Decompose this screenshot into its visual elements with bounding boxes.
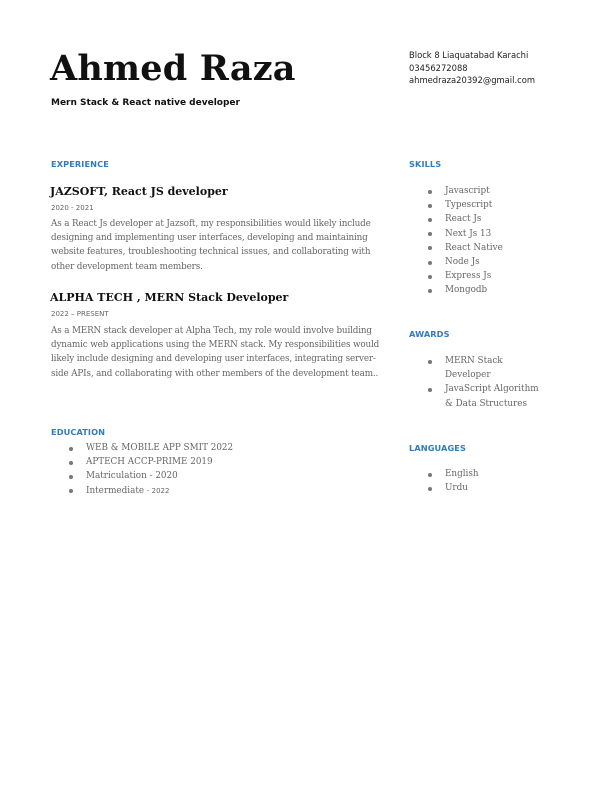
skill-item: Javascript — [409, 184, 549, 198]
job-title: JAZSOFT, React JS developer — [50, 185, 228, 198]
education-item: WEB & MOBILE APP SMIT 2022 — [50, 441, 233, 455]
language-item: English — [409, 467, 549, 481]
awards-heading: AWARDS — [409, 329, 450, 339]
skills-heading: SKILLS — [409, 159, 442, 169]
education-heading: EDUCATION — [51, 427, 106, 437]
job-description: As a MERN stack developer at Alpha Tech, my role would involve building dynamic web applications using the MERN stack. My responsibilities would likely include designing and developing user interfaces, integrating server-side APIs, and collaborating with other members of the development team.. — [51, 326, 380, 379]
candidate-subtitle: Mern Stack & React native developer — [51, 98, 240, 108]
skill-item: React Js — [409, 212, 549, 226]
contact-phone: 03456272088 — [409, 62, 468, 73]
job-title: ALPHA TECH , MERN Stack Developer — [50, 291, 289, 304]
contact-address: Block 8 Liaquatabad Karachi — [409, 50, 529, 60]
education-list — [50, 441, 233, 498]
education-date: - 2022 — [146, 486, 170, 495]
job-date: 2022 – PRESENT — [51, 310, 109, 318]
candidate-name: Ahmed Raza — [50, 48, 296, 89]
skill-item: Typescript — [409, 198, 549, 212]
skill-item: Node Js — [409, 255, 549, 269]
skill-item: Mongodb — [409, 283, 549, 297]
education-item: Matriculation - 2020 — [50, 469, 233, 483]
award-item: JavaScript Algorithm & Data Structures — [409, 382, 547, 410]
award-item: MERN Stack Developer — [409, 354, 547, 382]
skill-item: Express Js — [409, 269, 549, 283]
languages-heading: LANGUAGES — [409, 443, 466, 453]
language-item: Urdu — [409, 481, 549, 495]
contact-block — [409, 49, 535, 87]
awards-list — [409, 354, 547, 411]
job-description: As a React Js developer at Jazsoft, my responsibilities would likely include designing and implementing user interfaces, developing and maintaining website features, troubleshooting technical issues, and collaborating with other development team members. — [51, 219, 371, 272]
contact-email: ahmedraza20392@gmail.com — [409, 75, 535, 85]
skills-list — [409, 184, 549, 298]
education-item: Intermediate - 2022 — [50, 484, 233, 498]
job-date: 2020 - 2021 — [51, 204, 94, 212]
skill-item: Next Js 13 — [409, 227, 549, 241]
skill-item: React Native — [409, 241, 549, 255]
languages-list — [409, 467, 549, 495]
experience-heading: EXPERIENCE — [51, 159, 109, 169]
education-item: APTECH ACCP-PRIME 2019 — [50, 455, 233, 469]
